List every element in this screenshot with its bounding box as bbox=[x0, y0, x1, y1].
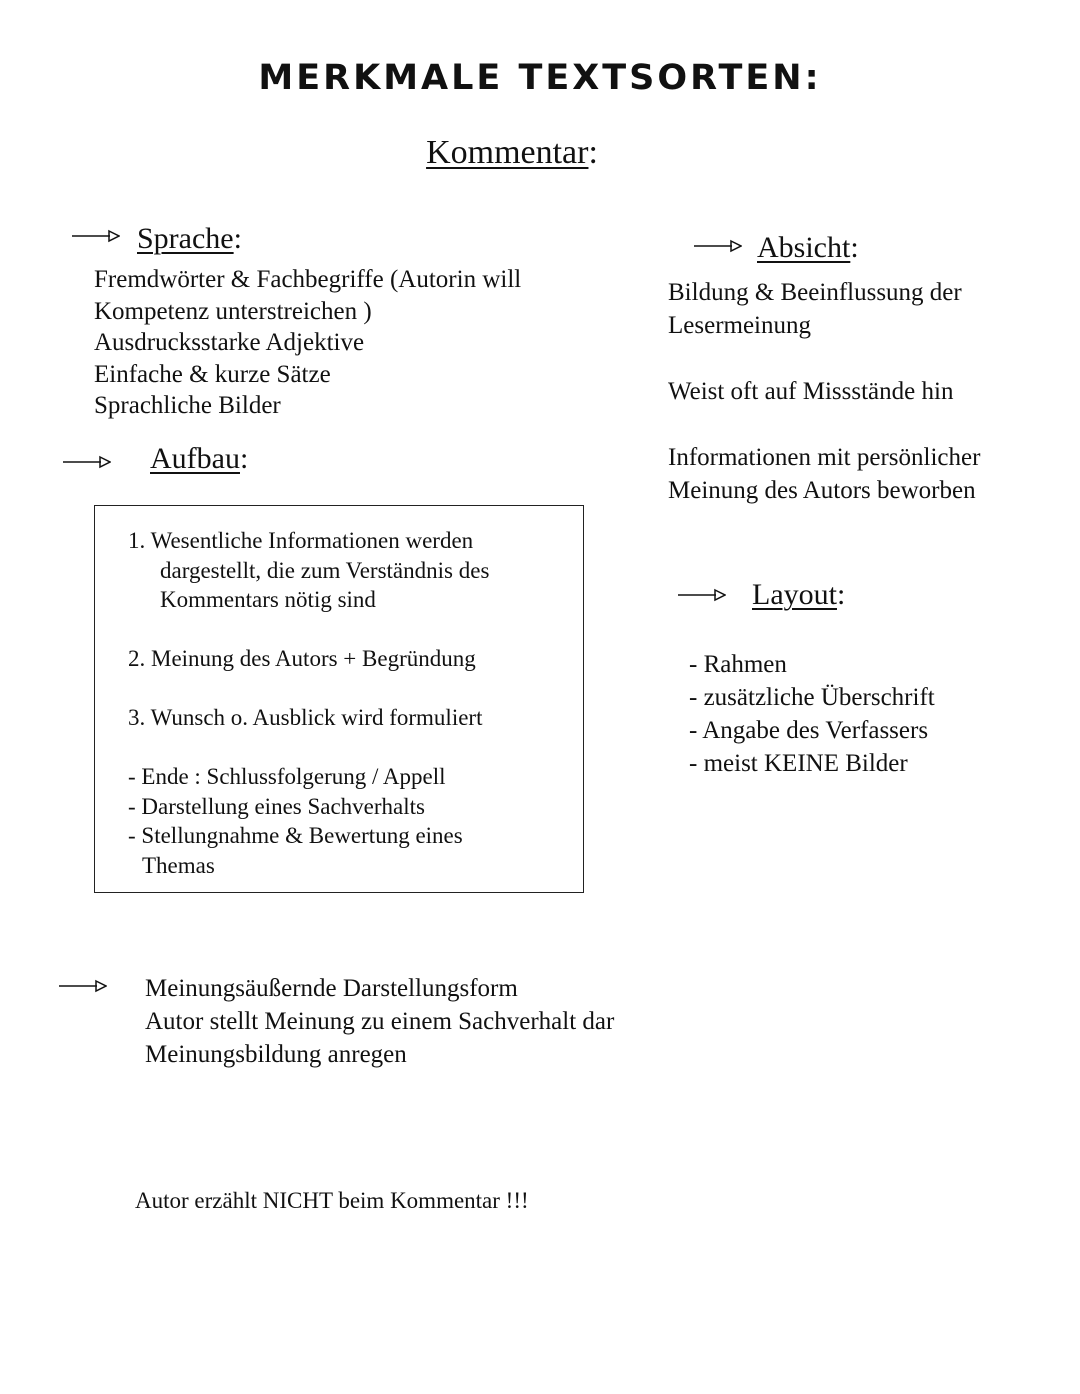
absicht-heading-text: Absicht bbox=[757, 231, 851, 264]
aufbau-heading-text: Aufbau bbox=[150, 442, 240, 475]
aufbau-bullet: - Darstellung eines Sachverhalts bbox=[128, 793, 425, 819]
absicht-line: Bildung & Beeinflussung der bbox=[668, 279, 962, 306]
absicht-line: Weist oft auf Missstände hin bbox=[668, 378, 954, 405]
absicht-spacer bbox=[668, 408, 980, 441]
summary-list bbox=[145, 972, 614, 1071]
absicht-list bbox=[668, 276, 980, 507]
arrow-right-icon bbox=[63, 454, 111, 470]
sprache-heading-colon: : bbox=[233, 222, 242, 255]
aufbau-item-1: 1. Wesentliche Informationen werden bbox=[128, 528, 474, 553]
aufbau-item-2: 2. Meinung des Autors + Begründung bbox=[128, 646, 476, 671]
layout-item: - Angabe des Verfassers bbox=[689, 717, 929, 744]
footer-note: Autor erzählt NICHT beim Kommentar !!! bbox=[135, 1188, 529, 1213]
layout-item: - meist KEINE Bilder bbox=[689, 750, 908, 777]
aufbau-heading-colon: : bbox=[239, 442, 249, 475]
aufbau-heading bbox=[150, 442, 248, 476]
aufbau-box bbox=[94, 505, 584, 893]
summary-line: Autor stellt Meinung zu einem Sachverhalt dar bbox=[145, 1008, 615, 1035]
summary-line: Meinungsbildung anregen bbox=[145, 1041, 407, 1068]
sprache-list bbox=[94, 264, 521, 422]
arrow-right-icon bbox=[694, 238, 742, 254]
arrow-right-icon bbox=[59, 978, 107, 994]
aufbau-item-1-cont: dargestellt, die zum Verständnis des bbox=[160, 557, 490, 583]
absicht-spacer bbox=[668, 342, 980, 375]
aufbau-bullet: - Ende : Schlussfolgerung / Appell bbox=[128, 764, 446, 789]
absicht-line: Lesermeinung bbox=[668, 312, 812, 339]
sprache-line: Einfache & kurze Sätze bbox=[94, 360, 331, 388]
layout-item: - Rahmen bbox=[689, 651, 787, 678]
subtitle-text: Kommentar bbox=[426, 134, 589, 171]
layout-list bbox=[689, 648, 935, 780]
aufbau-bullet-cont: Themas bbox=[142, 852, 215, 878]
subtitle-colon: : bbox=[588, 134, 598, 171]
page-title: MERKMALE TEXTSORTEN: bbox=[258, 58, 822, 98]
aufbau-item-3: 3. Wunsch o. Ausblick wird formuliert bbox=[128, 705, 483, 730]
absicht-line: Informationen mit persönlicher bbox=[668, 444, 981, 471]
layout-heading-text: Layout bbox=[752, 578, 837, 611]
absicht-line: Meinung des Autors beworben bbox=[668, 477, 976, 504]
sprache-line: Ausdrucksstarke Adjektive bbox=[94, 329, 365, 356]
subtitle bbox=[0, 134, 1024, 172]
sprache-heading bbox=[137, 222, 242, 256]
layout-heading-colon: : bbox=[836, 578, 846, 611]
aufbau-item-1-cont: Kommentars nötig sind bbox=[160, 587, 376, 612]
summary-line: Meinungsäußernde Darstellungsform bbox=[145, 975, 518, 1002]
layout-heading bbox=[752, 578, 845, 612]
absicht-heading-colon: : bbox=[850, 231, 859, 264]
aufbau-bullet: - Stellungnahme & Bewertung eines bbox=[128, 823, 463, 848]
aufbau-content bbox=[128, 526, 489, 880]
arrow-right-icon bbox=[72, 228, 120, 244]
sprache-line: Kompetenz unterstreichen ) bbox=[94, 297, 372, 325]
absicht-heading bbox=[757, 231, 859, 265]
arrow-right-icon bbox=[678, 587, 726, 603]
sprache-heading-text: Sprache bbox=[137, 222, 234, 255]
sprache-line: Fremdwörter & Fachbegriffe (Autorin will bbox=[94, 266, 522, 293]
sprache-line: Sprachliche Bilder bbox=[94, 392, 281, 419]
layout-item: - zusätzliche Überschrift bbox=[689, 684, 935, 711]
